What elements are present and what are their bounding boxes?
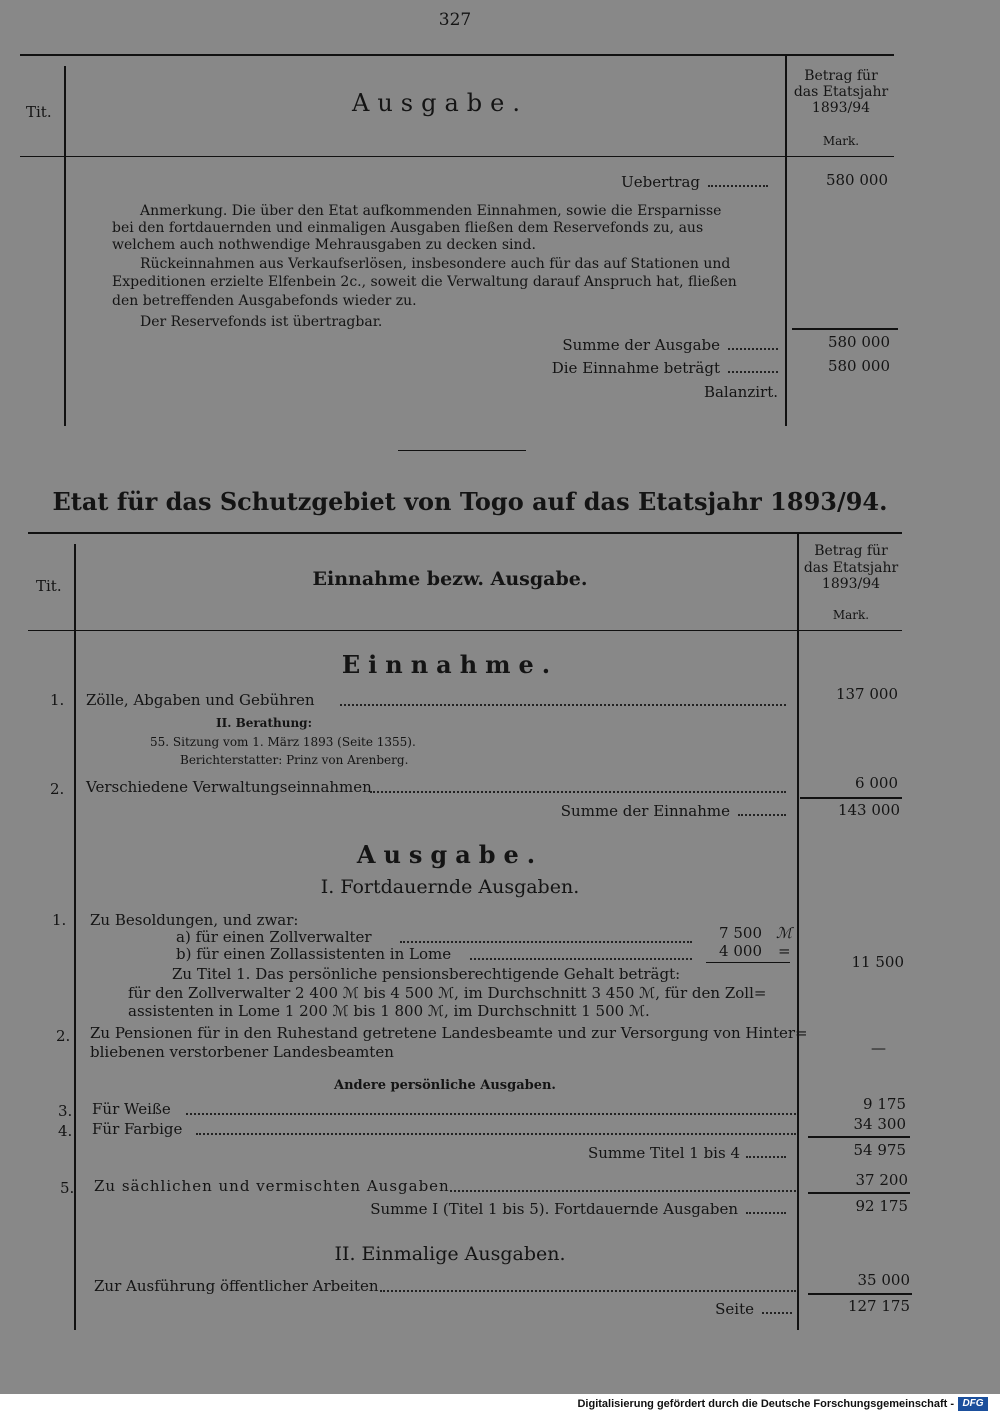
- einnahme-label: Die Einnahme beträgt: [551, 359, 720, 377]
- footer-credit: Digitalisierung gefördert durch die Deutsche Forschungsgemeinschaft -: [577, 1398, 954, 1410]
- column-header-betrag-2: das Etatsjahr: [803, 560, 899, 576]
- column-divider: [797, 534, 799, 1330]
- row-label: Zu Besoldungen, und zwar:: [90, 911, 299, 929]
- leader-dots: [746, 1155, 786, 1158]
- summe-I-value: 92 175: [855, 1197, 908, 1215]
- column-header-tit: Tit.: [36, 577, 62, 595]
- column-header-unit: Mark.: [822, 134, 860, 148]
- leader-dots: [728, 347, 778, 350]
- leader-dots: [186, 1112, 796, 1115]
- column-divider: [74, 544, 76, 1330]
- leader-dots: [196, 1132, 796, 1135]
- summe-ausgabe-label: Summe der Ausgabe: [562, 336, 720, 354]
- section-heading: I. Fortdauernde Ausgaben.: [320, 876, 580, 898]
- row-number: 1.: [50, 691, 65, 709]
- sum-rule: [800, 797, 902, 799]
- leader-dots: [762, 1311, 792, 1314]
- row-value: 6 000: [855, 774, 898, 792]
- sum-rule: [808, 1136, 910, 1138]
- sum-rule: [808, 1192, 910, 1194]
- row-label: Zur Ausführung öffentlicher Arbeiten: [94, 1277, 379, 1295]
- leader-dots: [738, 813, 786, 816]
- row-label: Zu sächlichen und vermischten Ausgaben: [94, 1177, 450, 1195]
- row-value: 35 000: [857, 1271, 910, 1289]
- rule: [28, 630, 902, 631]
- row-number: 2.: [50, 780, 65, 798]
- column-header-betrag-1: Betrag für: [814, 543, 888, 559]
- row-label: bliebenen verstorbener Landesbeamten: [90, 1043, 394, 1061]
- currency-mark: ℳ: [776, 924, 793, 942]
- rule: [28, 532, 902, 534]
- row-value: 137 000: [835, 685, 898, 703]
- column-header-unit: Mark.: [832, 608, 870, 622]
- leader-dots: [380, 1289, 796, 1292]
- column-header-betrag-2: das Etatsjahr: [793, 84, 889, 100]
- page-number: 327: [438, 10, 472, 30]
- beratung-line: 55. Sitzung vom 1. März 1893 (Seite 1355).: [150, 735, 416, 749]
- leader-dots: [340, 703, 786, 706]
- row-number: 4.: [58, 1122, 73, 1140]
- balanzirt-label: Balanzirt.: [703, 383, 778, 401]
- column-divider: [64, 66, 66, 426]
- row-label: Für Weiße: [92, 1100, 171, 1118]
- column-header-betrag-3: 1893/94: [821, 576, 881, 592]
- column-header-betrag-3: 1893/94: [811, 100, 871, 116]
- beratung-line: II. Berathung:: [216, 716, 312, 730]
- row-label: Für Farbige: [92, 1120, 183, 1138]
- sub-item-label: a) für einen Zollverwalter: [176, 928, 372, 946]
- seite-value: 127 175: [847, 1297, 910, 1315]
- note-line: für den Zollverwalter 2 400 ℳ bis 4 500 ℳ, im Durchschnitt 3 450 ℳ, für den Zoll=: [128, 984, 767, 1002]
- einnahme-value: 580 000: [827, 357, 890, 375]
- leader-dots: [746, 1211, 786, 1214]
- column-header-title: Ausgabe.: [352, 89, 528, 117]
- anmerkung-line: welchem auch nothwendige Mehrausgaben zu decken sind.: [112, 237, 536, 253]
- beratung-line: Berichterstatter: Prinz von Arenberg.: [180, 753, 409, 767]
- summe-einnahme-value: 143 000: [837, 801, 900, 819]
- subsection-heading: Andere persönliche Ausgaben.: [334, 1078, 556, 1093]
- anmerkung-line: Rückeinnahmen aus Verkaufserlösen, insbesondere auch für das auf Stationen und: [140, 256, 731, 272]
- sub-item-value: 4 000: [719, 942, 762, 960]
- dfg-logo: DFG: [958, 1397, 988, 1411]
- summe-I-label: Summe I (Titel 1 bis 5). Fortdauernde Ausgaben: [370, 1200, 738, 1218]
- row-value: 37 200: [855, 1171, 908, 1189]
- rule: [20, 54, 894, 56]
- leader-dots: [370, 790, 786, 793]
- summe-einnahme-label: Summe der Einnahme: [560, 802, 730, 820]
- anmerkung-line: Expeditionen erzielte Elfenbein 2c., soweit die Verwaltung darauf Anspruch hat, fließen: [112, 274, 737, 290]
- uebertrag-value: 580 000: [825, 171, 888, 189]
- column-header-betrag-1: Betrag für: [804, 68, 878, 84]
- anmerkung-line: bei den fortdauernden und einmaligen Ausgaben fließen dem Reservefonds zu, aus: [112, 220, 704, 236]
- anmerkung-line: Anmerkung. Die über den Etat aufkommenden Einnahmen, sowie die Ersparnisse: [140, 203, 722, 219]
- row-number: 1.: [52, 911, 67, 929]
- row-value: —: [871, 1039, 886, 1057]
- anmerkung-line: Der Reservefonds ist übertragbar.: [140, 314, 383, 330]
- row-number: 3.: [58, 1102, 73, 1120]
- ausgabe-heading: Ausgabe.: [356, 840, 544, 869]
- uebertrag-label: Uebertrag: [621, 173, 700, 191]
- row-number: 5.: [60, 1179, 75, 1197]
- summe-1-4-label: Summe Titel 1 bis 4: [587, 1144, 740, 1162]
- footer-bar: [0, 1394, 1000, 1417]
- leader-dots: [470, 957, 692, 960]
- column-header-title: Einnahme bezw. Ausgabe.: [312, 568, 588, 590]
- note-line: Zu Titel 1. Das persönliche pensionsberechtigende Gehalt beträgt:: [172, 965, 681, 983]
- leader-dots: [450, 1189, 796, 1192]
- row-number: 2.: [56, 1027, 71, 1045]
- leader-dots: [728, 370, 778, 373]
- row-value: 11 500: [851, 953, 904, 971]
- document-title: Etat für das Schutzgebiet von Togo auf das Etatsjahr 1893/94.: [52, 487, 888, 516]
- row-value: 34 300: [853, 1115, 906, 1133]
- column-header-tit: Tit.: [26, 103, 52, 121]
- row-label: Zu Pensionen für in den Ruhestand getretene Landesbeamte und zur Versorgung von Hinter=: [90, 1024, 808, 1042]
- sum-rule: [808, 1293, 912, 1295]
- section-heading: II. Einmalige Ausgaben.: [334, 1243, 566, 1265]
- summe-1-4-value: 54 975: [853, 1141, 906, 1159]
- sub-item-label: b) für einen Zollassistenten in Lome: [176, 945, 452, 963]
- leader-dots: [400, 940, 692, 943]
- seite-label: Seite: [715, 1300, 754, 1318]
- section-divider: [398, 450, 526, 451]
- rule: [20, 156, 894, 157]
- note-line: assistenten in Lome 1 200 ℳ bis 1 800 ℳ, im Durchschnitt 1 500 ℳ.: [128, 1002, 650, 1020]
- anmerkung-line: den betreffenden Ausgabefonds wieder zu.: [112, 293, 417, 309]
- sub-item-value: 7 500: [719, 924, 762, 942]
- einnahme-heading: Einnahme.: [341, 650, 559, 679]
- leader-dots: [708, 184, 768, 187]
- sub-rule: [706, 962, 790, 963]
- row-label: Verschiedene Verwaltungseinnahmen: [86, 778, 372, 796]
- summe-ausgabe-value: 580 000: [827, 333, 890, 351]
- ditto-mark: =: [778, 942, 791, 960]
- sum-rule: [792, 328, 898, 330]
- row-value: 9 175: [863, 1095, 906, 1113]
- row-label: Zölle, Abgaben und Gebühren: [86, 691, 315, 709]
